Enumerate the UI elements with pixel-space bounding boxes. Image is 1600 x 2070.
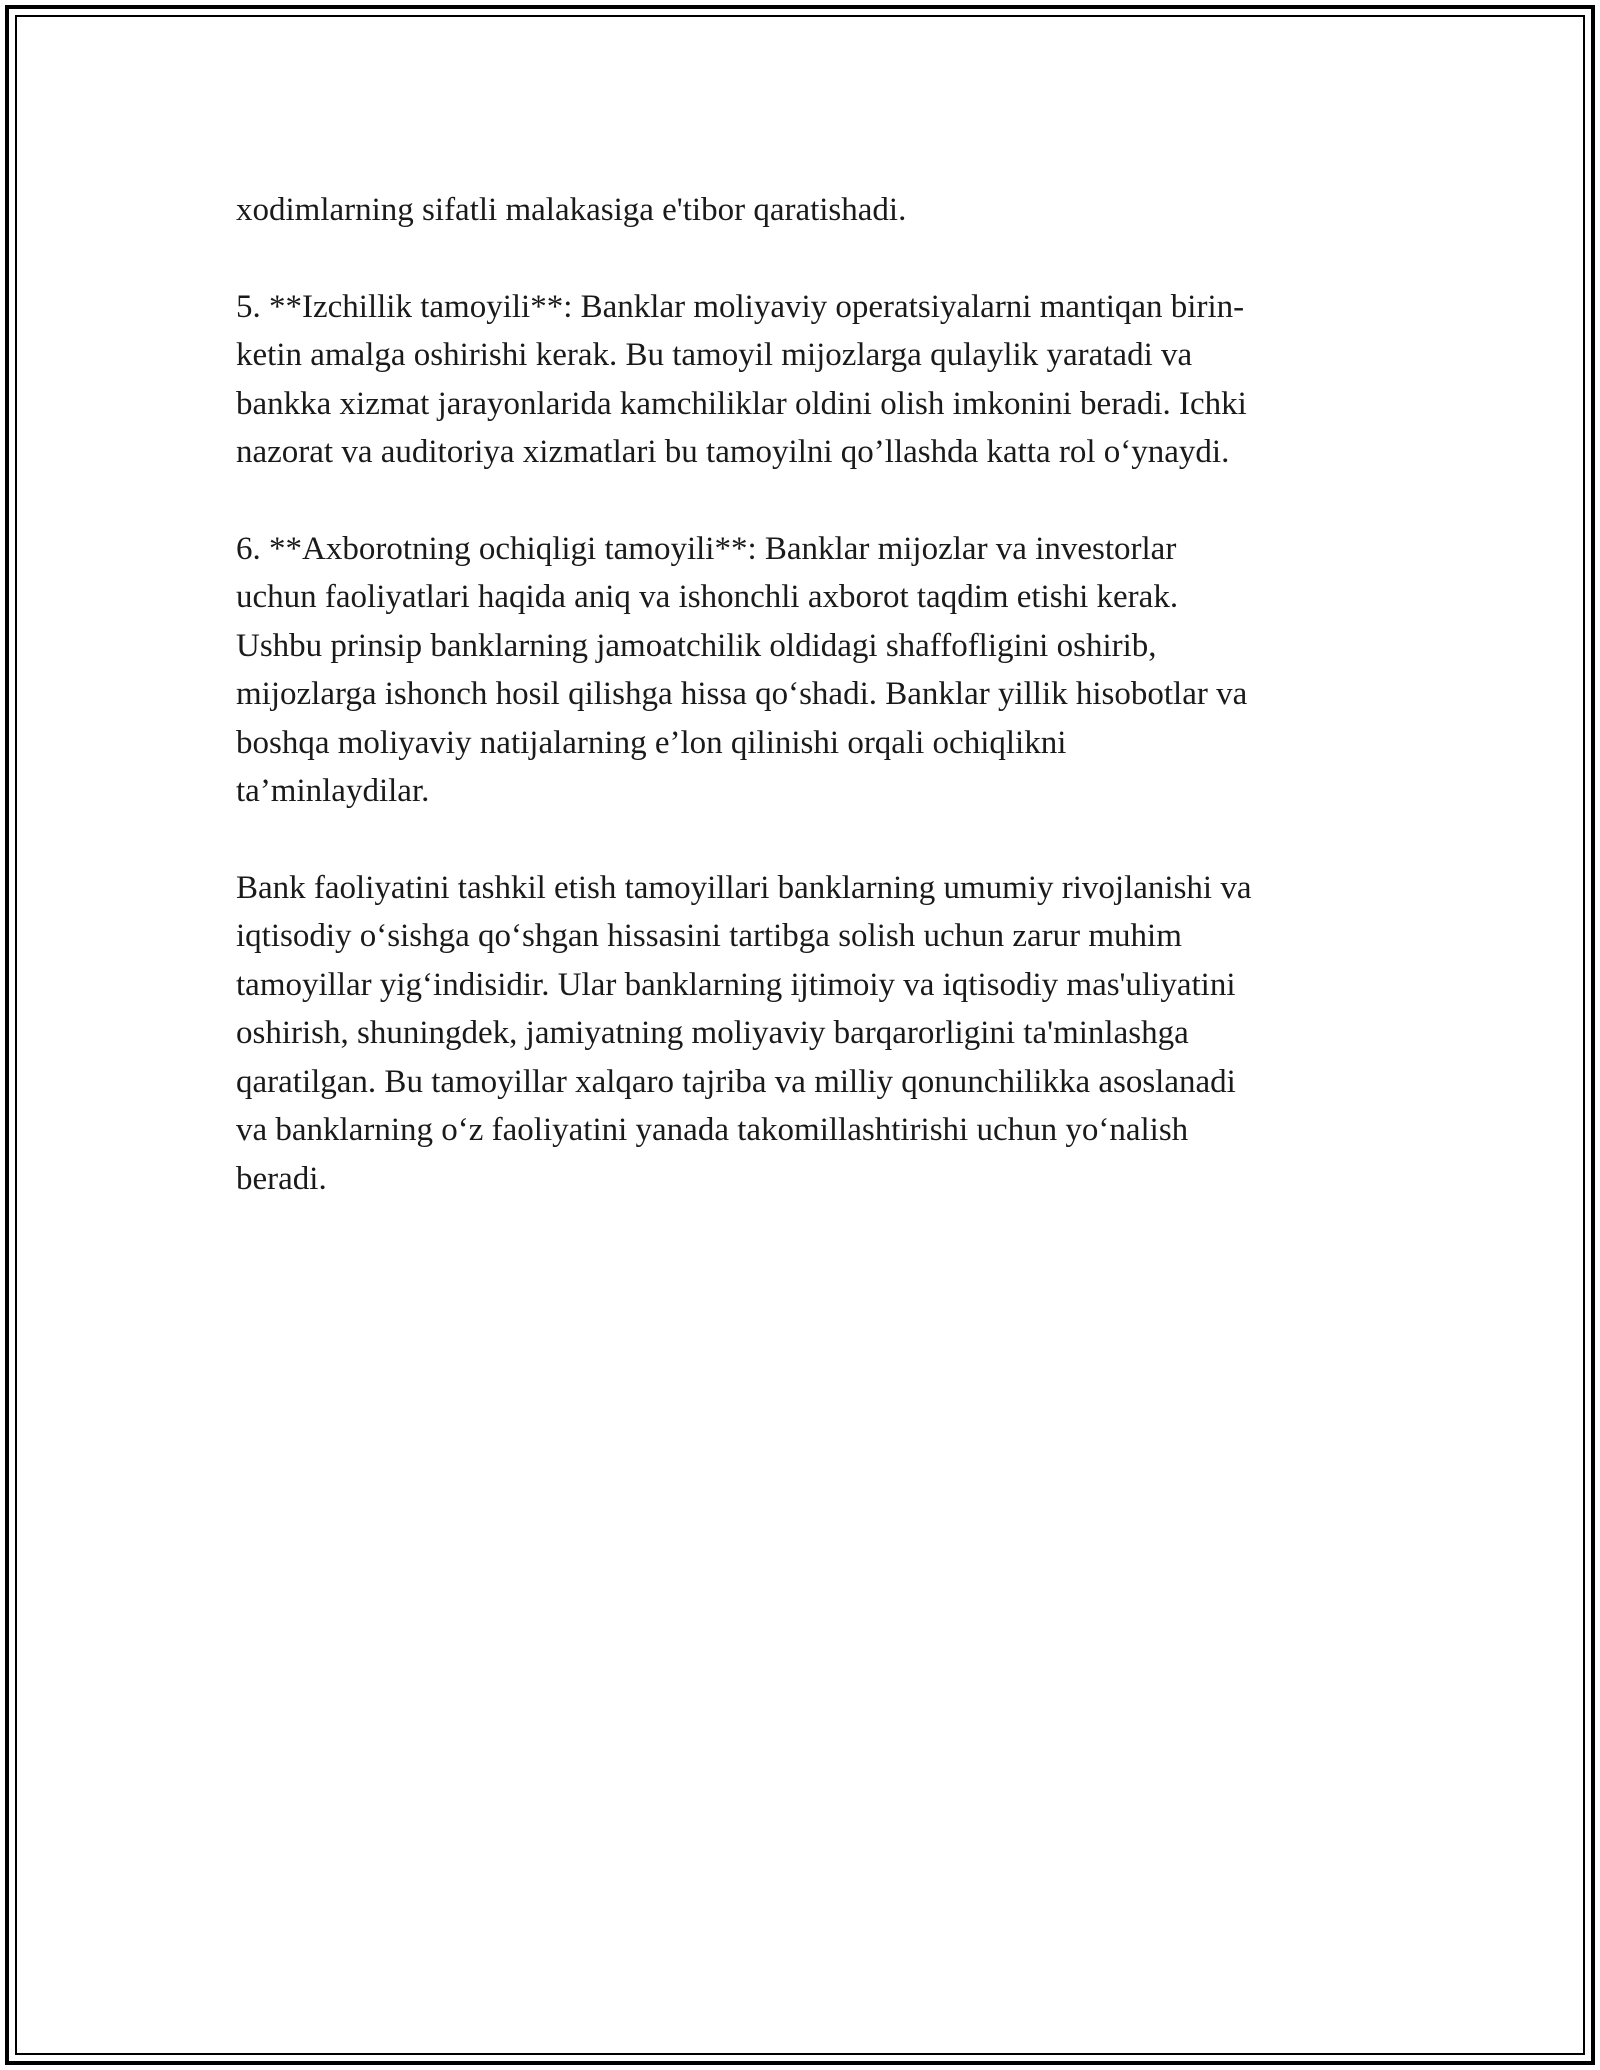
text-line: nazorat va auditoriya xizmatlari bu tamoyilni qo’llashda katta rol o‘ynaydi. [236, 434, 1230, 470]
text-line: oshirish, shuningdek, jamiyatning moliyaviy barqarorligini ta'minlashga [236, 1015, 1189, 1051]
paragraph-principle-5 [236, 283, 1386, 477]
text-line: ta’minlaydilar. [236, 773, 430, 809]
paragraph-conclusion [236, 864, 1386, 1204]
text-line: 6. **Axborotning ochiqligi tamoyili**: Banklar mijozlar va investorlar [236, 530, 1177, 567]
text-line: Ushbu prinsip banklarning jamoatchilik oldidagi shaffofligini oshirib, [236, 627, 1157, 664]
text-line: tamoyillar yig‘indisidir. Ular banklarning ijtimoiy va iqtisodiy mas'uliyatini [236, 966, 1236, 1003]
text-line: ketin amalga oshirishi kerak. Bu tamoyil mijozlarga qulaylik yaratadi va [236, 337, 1193, 373]
text-line: mijozlarga ishonch hosil qilishga hissa qo‘shadi. Banklar yillik hisobotlar va [236, 676, 1248, 712]
text-line: Bank faoliyatini tashkil etish tamoyillari banklarning umumiy rivojlanishi va [236, 869, 1252, 906]
text-line: uchun faoliyatlari haqida aniq va ishonchli axborot taqdim etishi kerak. [236, 579, 1179, 615]
text-line: va banklarning o‘z faoliyatini yanada takomillashtirishi uchun yo‘nalish [236, 1112, 1189, 1148]
text-line: qaratilgan. Bu tamoyillar xalqaro tajriba va milliy qonunchilikka asoslanadi [236, 1063, 1236, 1100]
paragraph-continuation [236, 186, 1386, 235]
text-line: beradi. [236, 1160, 327, 1197]
text-line: boshqa moliyaviy natijalarning e’lon qilinishi orqali ochiqlikni [236, 724, 1067, 761]
page-content [236, 186, 1386, 1251]
text-line: bankka xizmat jarayonlarida kamchiliklar oldini olish imkonini beradi. Ichki [236, 385, 1247, 422]
text-line: iqtisodiy o‘sishga qo‘shgan hissasini tartibga solish uchun zarur muhim [236, 918, 1182, 954]
paragraph-principle-6 [236, 525, 1386, 816]
text-line: 5. **Izchillik tamoyili**: Banklar moliyaviy operatsiyalarni mantiqan birin- [236, 288, 1245, 325]
text-line: xodimlarning sifatli malakasiga e'tibor qaratishadi. [236, 192, 907, 228]
